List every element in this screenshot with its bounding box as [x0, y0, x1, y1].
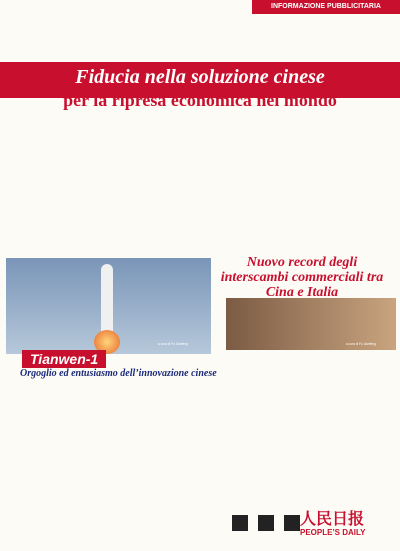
tianwen-title: Tianwen-1 — [22, 350, 106, 368]
article-column — [206, 110, 301, 250]
article-column — [312, 354, 396, 504]
qr-code-icon — [232, 515, 248, 531]
photo-caption: a cura di Fu Jianfeng — [346, 342, 376, 346]
advertorial-badge: INFORMAZIONE PUBBLICITARIA — [252, 0, 400, 14]
photo-caption: a cura di Fu Jianfeng — [158, 342, 188, 346]
right-article-title: Nuovo record degli interscambi commerciali tra Cina e Italia — [220, 255, 384, 300]
logo-chinese: 人民日报 — [300, 509, 365, 528]
peoples-daily-logo — [300, 510, 390, 540]
headline-subtitle: per la ripresa economica nel mondo — [63, 90, 337, 110]
headline-title: Fiducia nella soluzione cinese — [75, 66, 325, 88]
article-column — [226, 354, 308, 504]
article-column — [110, 390, 210, 545]
article-column — [70, 24, 130, 60]
top-bar — [0, 0, 400, 22]
logo-english: PEOPLE’S DAILY — [300, 528, 366, 537]
qr-code-icon — [258, 515, 274, 531]
qr-code-icon — [284, 515, 300, 531]
article-column — [306, 110, 396, 250]
china-italy-photo — [226, 298, 396, 350]
article-column — [6, 390, 106, 545]
tianwen-subtitle: Orgoglio ed entusiasmo dell’innovazione cinese — [20, 368, 217, 379]
rocket-icon — [101, 264, 113, 334]
rocket-photo — [6, 258, 211, 354]
article-column — [6, 24, 66, 60]
article-column — [6, 110, 101, 250]
article-column — [106, 110, 201, 250]
